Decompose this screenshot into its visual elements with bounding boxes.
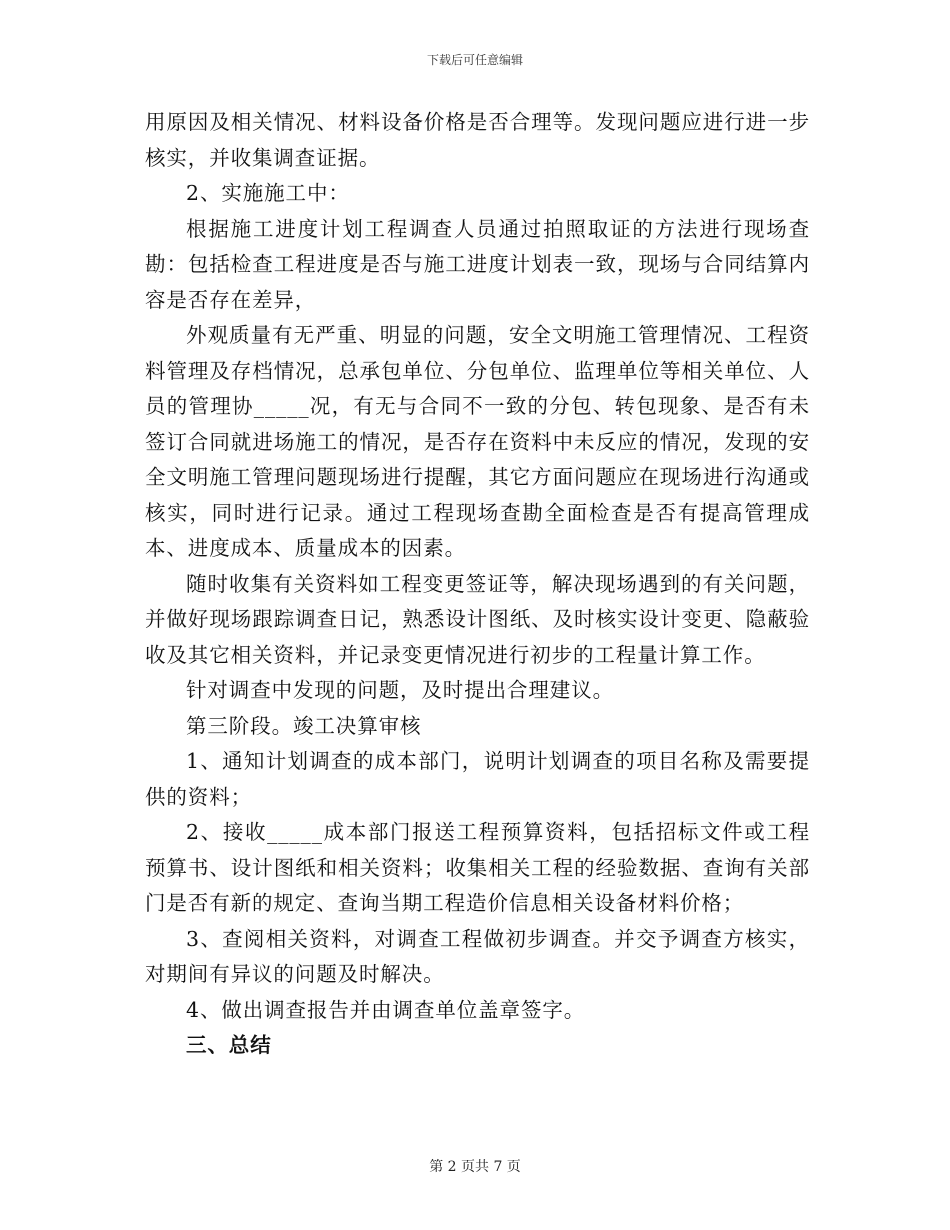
- paragraph-step-2-heading: 2、实施施工中：: [186, 181, 350, 205]
- paragraph-quality-check: 外观质量有无严重、明显的问题，安全文明施工管理情况、工程资料管理及存档情况，总承包单位、分包单位、监理单位等相关单位、人员的管理协_____况，有无与合同不一致的分包、转包现象、是否有未签订合同就进场施工的情况，是否存在资料中未反应的情况，发现的安全文明施工管理问题现场进行提醒，其它方面问题应在现场进行沟通或核实，同时进行记录。通过工程现场查勘全面检查是否有提高管理成本、进度成本、质量成本的因素。: [145, 323, 810, 560]
- document-body: [145, 105, 810, 1064]
- page-footer: 第 2 页共 7 页: [429, 1159, 521, 1175]
- paragraph-item-1: 1、通知计划调查的成本部门，说明计划调查的项目名称及需要提供的资料；: [145, 749, 810, 809]
- paragraph-phase-three-heading: 第三阶段。竣工决算审核: [186, 713, 422, 738]
- paragraph-collect-materials: 随时收集有关资料如工程变更签证等，解决现场遇到的有关问题，并做好现场跟踪调查日记，熟悉设计图纸、及时核实设计变更、隐蔽验收及其它相关资料，并记录变更情况进行初步的工程量计算工作。: [145, 571, 810, 667]
- paragraph-item-3: 3、查阅相关资料，对调查工程做初步调查。并交予调查方核实，对期间有异议的问题及时解决。: [145, 926, 810, 986]
- paragraph-continuation: 用原因及相关情况、材料设备价格是否合理等。发现问题应进行进一步核实，并收集调查证据。: [145, 110, 810, 170]
- page-header: 下载后可任意编辑: [426, 53, 523, 67]
- paragraph-suggestions: 针对调查中发现的问题，及时提出合理建议。: [186, 678, 614, 702]
- paragraph-item-2: 2、接收_____成本部门报送工程预算资料，包括招标文件或工程预算书、设计图纸和相关资料；收集相关工程的经验数据、查询有关部门是否有新的规定、查询当期工程造价信息相关设备材料价格；: [145, 820, 810, 915]
- paragraph-site-survey: 根据施工进度计划工程调查人员通过拍照取证的方法进行现场查勘：包括检查工程进度是否与施工进度计划表一致，现场与合同结算内容是否存在差异，: [145, 216, 810, 312]
- section-heading-summary: 三、总结: [186, 1033, 272, 1057]
- paragraph-item-4: 4、做出调查报告并由调查单位盖章签字。: [186, 997, 586, 1022]
